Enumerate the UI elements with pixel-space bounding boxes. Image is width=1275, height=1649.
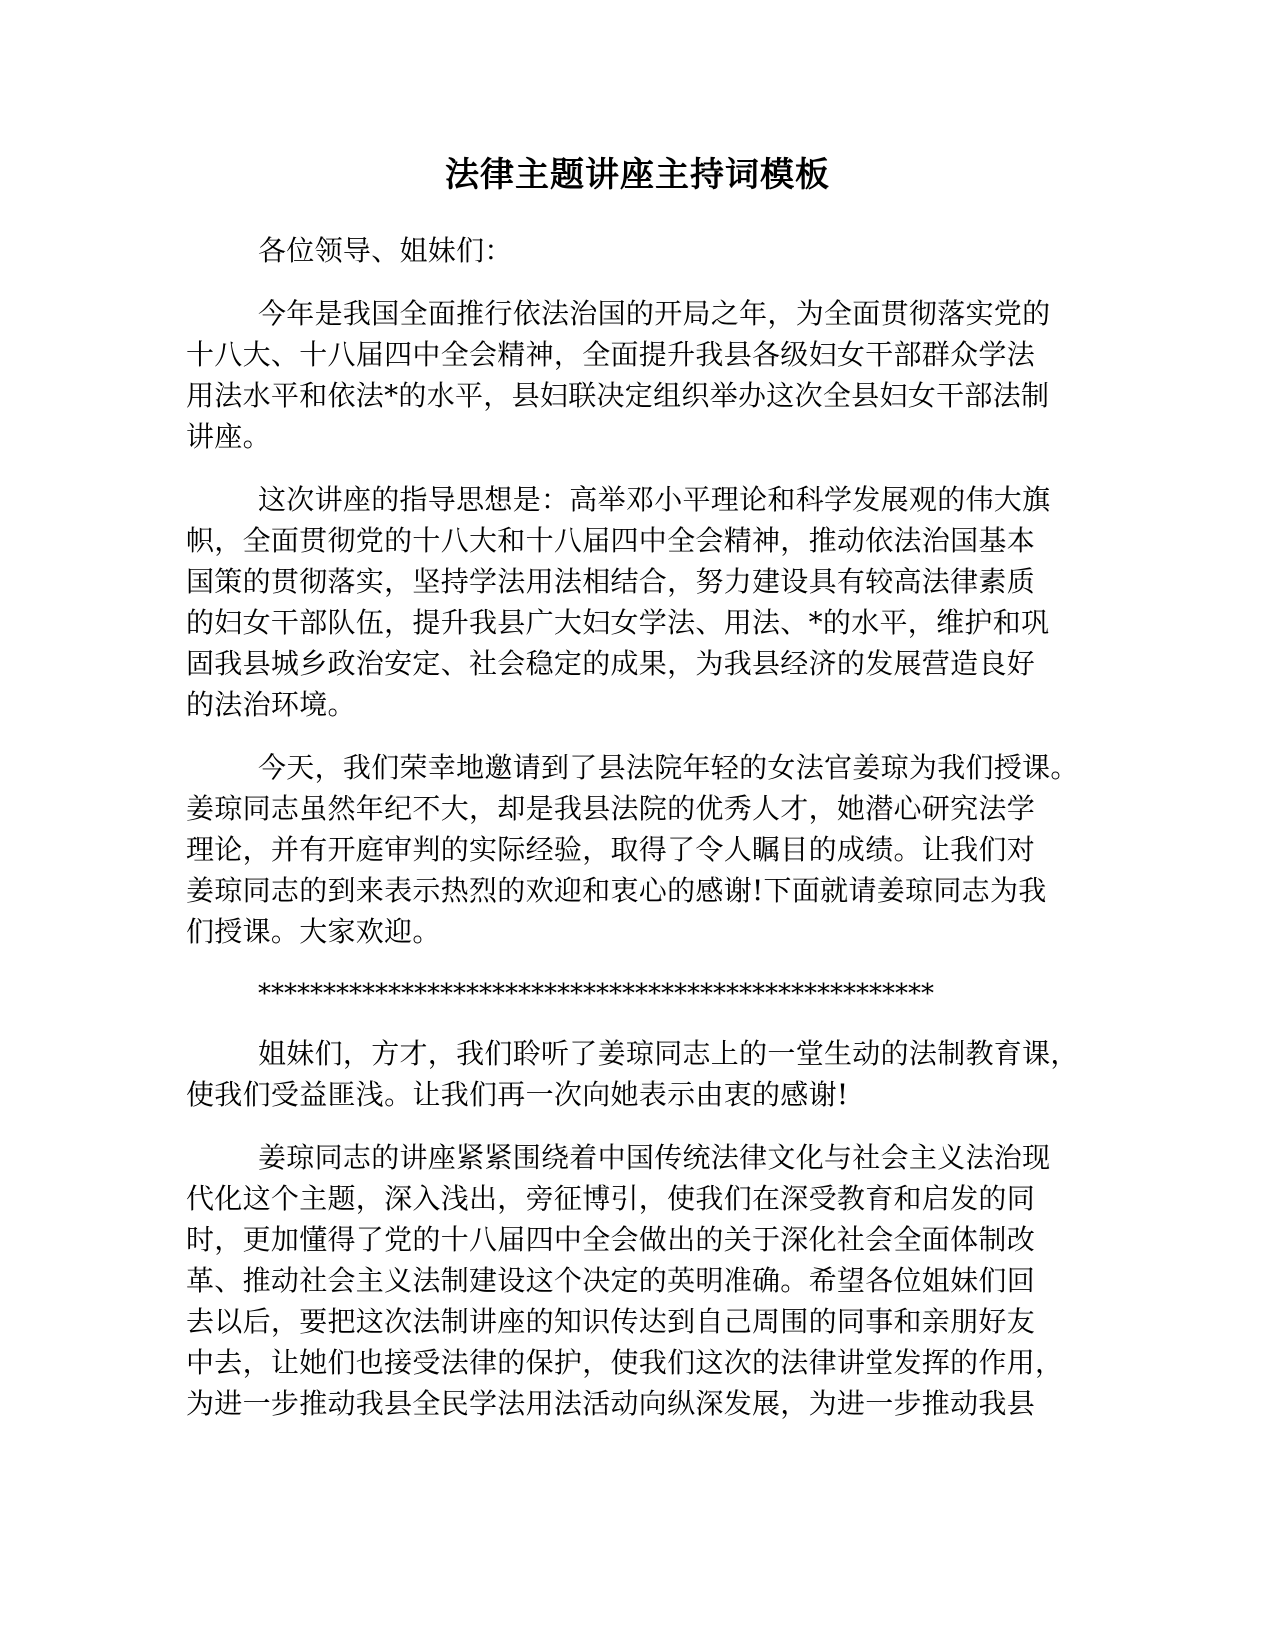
document-body (186, 230, 1086, 1446)
text-line: 理论，并有开庭审判的实际经验，取得了令人瞩目的成绩。让我们对 (186, 833, 1036, 866)
paragraph-2 (186, 479, 1086, 725)
greeting-line: 各位领导、姐妹们： (258, 234, 513, 267)
paragraph-5 (186, 1137, 1086, 1424)
text-line: 革、推动社会主义法制建设这个决定的英明准确。希望各位姐妹们回 (186, 1264, 1036, 1297)
text-line: 去以后，要把这次法制讲座的知识传达到自己周围的同事和亲朋好友 (186, 1305, 1036, 1338)
text-line: 固我县城乡政治安定、社会稳定的成果，为我县经济的发展营造良好 (186, 647, 1036, 680)
text-line: 十八大、十八届四中全会精神，全面提升我县各级妇女干部群众学法 (186, 338, 1036, 371)
text-line: 中去，让她们也接受法律的保护，使我们这次的法律讲堂发挥的作用， (186, 1346, 1064, 1379)
paragraph-3 (186, 747, 1086, 952)
text-line: 代化这个主题，深入浅出，旁征博引，使我们在深受教育和启发的同 (186, 1182, 1036, 1215)
text-line: 使我们受益匪浅。让我们再一次向她表示由衷的感谢! (186, 1078, 849, 1111)
text-line: 讲座。 (186, 420, 271, 453)
text-line: 们授课。大家欢迎。 (186, 915, 441, 948)
separator-paragraph (186, 974, 1086, 1015)
page-title: 法律主题讲座主持词模板 (445, 155, 830, 195)
text-line: 姜琼同志的到来表示热烈的欢迎和衷心的感谢!下面就请姜琼同志为我 (186, 874, 1047, 907)
paragraph-1 (186, 293, 1086, 457)
text-line: 这次讲座的指导思想是：高举邓小平理论和科学发展观的伟大旗 (258, 483, 1051, 516)
text-line: 今天，我们荣幸地邀请到了县法院年轻的女法官姜琼为我们授课。 (258, 751, 1079, 784)
text-line: 的妇女干部队伍，提升我县广大妇女学法、用法、*的水平，维护和巩 (186, 606, 1050, 639)
asterisk-separator: **************************************************** (258, 979, 934, 1009)
text-line: 姜琼同志虽然年纪不大，却是我县法院的优秀人才，她潜心研究法学 (186, 792, 1036, 825)
text-line: 帜，全面贯彻党的十八大和十八届四中全会精神，推动依法治国基本 (186, 524, 1036, 557)
paragraph-4 (186, 1033, 1086, 1115)
text-line: 的法治环境。 (186, 688, 356, 721)
text-line: 时，更加懂得了党的十八届四中全会做出的关于深化社会全面体制改 (186, 1223, 1036, 1256)
text-line: 姐妹们，方才，我们聆听了姜琼同志上的一堂生动的法制教育课， (258, 1037, 1079, 1070)
text-line: 国策的贯彻落实，坚持学法用法相结合，努力建设具有较高法律素质 (186, 565, 1036, 598)
text-line: 今年是我国全面推行依法治国的开局之年，为全面贯彻落实党的 (258, 297, 1051, 330)
text-line: 姜琼同志的讲座紧紧围绕着中国传统法律文化与社会主义法治现 (258, 1141, 1051, 1174)
greeting-paragraph (186, 230, 1086, 271)
text-line: 为进一步推动我县全民学法用法活动向纵深发展，为进一步推动我县 (186, 1387, 1036, 1420)
text-line: 用法水平和依法*的水平，县妇联决定组织举办这次全县妇女干部法制 (186, 379, 1050, 412)
